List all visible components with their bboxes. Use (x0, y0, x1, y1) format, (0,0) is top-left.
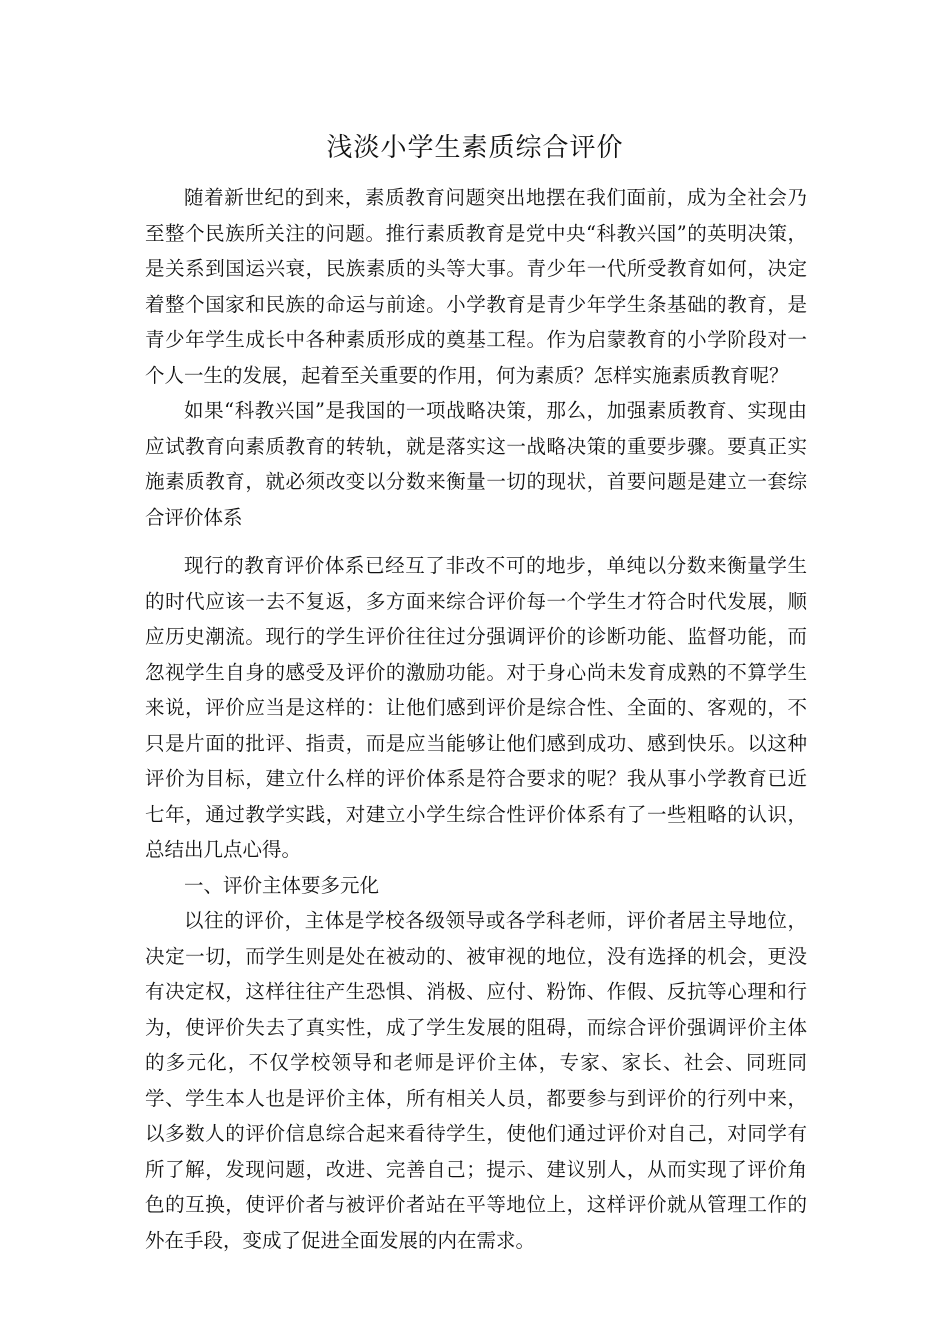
page-title: 浅淡小学生素质综合评价 (326, 133, 624, 163)
body-section-intro (145, 180, 807, 535)
paragraph-diverse-subjects: 以往的评价，主体是学校各级领导或各学科老师，评价者居主导地位，决定一切，而学生则是处在被动的、被审视的地位，没有选择的机会，更没有决定权，这样往往产生恐惧、消极、应付、粉饰、作假、反抗等心理和行为，使评价失去了真实性，成了学生发展的阻碍，而综合评价强调评价主体的多元化，不仅学校领导和老师是评价主体，专家、家长、社会、同班同学、学生本人也是评价主体，所有相关人员，都要参与到评价的行列中来，以多数人的评价信息综合起来看待学生，使他们通过评价对自己，对同学有所了解，发现问题，改进、完善自己；提示、建议别人，从而实现了评价角色的互换，使评价者与被评价者站在平等地位上，这样评价就从管理工作的外在手段，变成了促进全面发展的内在需求。 (145, 909, 807, 1252)
paragraph-strategy: 如果“科教兴国”是我国的一项战略决策，那么，加强素质教育、实现由应试教育向素质教育的转轨，就是落实这一战略决策的重要步骤。要真正实施素质教育，就必须改变以分数来衡量一切的现状，首要问题是建立一套综合评价体系 (145, 399, 807, 529)
paragraph-current-system: 现行的教育评价体系已经互了非改不可的地步，单纯以分数来衡量学生的时代应该一去不复返，多方面来综合评价每一个学生才符合时代发展，顺应历史潮流。现行的学生评价往往过分强调评价的诊断功能、监督功能，而忽视学生自身的感受及评价的激励功能。对于身心尚未发育成熟的不算学生来说，评价应当是这样的：让他们感到评价是综合性、全面的、客观的，不只是片面的批评、指责，而是应当能够让他们感到成功、感到快乐。以这种评价为目标，建立什么样的评价体系是符合要求的呢？我从事小学教育已近七年，通过教学实践，对建立小学生综合性评价体系有了一些粗略的认识，总结出几点心得。 (145, 554, 807, 861)
paragraph-intro: 随着新世纪的到来，素质教育问题突出地摆在我们面前，成为全社会乃至整个民族所关注的问题。推行素质教育是党中央“科教兴国”的英明决策，是关系到国运兴衰，民族素质的头等大事。青少年一代所受教育如何，决定着整个国家和民族的命运与前途。小学教育是青少年学生条基础的教育，是青少年学生成长中各种素质形成的奠基工程。作为启蒙教育的小学阶段对一个人一生的发展，起着至关重要的作用，何为素质？怎样实施素质教育呢？ (145, 186, 807, 387)
body-section-evaluation (145, 548, 807, 1258)
section-heading-1: 一、评价主体要多元化 (184, 873, 380, 897)
